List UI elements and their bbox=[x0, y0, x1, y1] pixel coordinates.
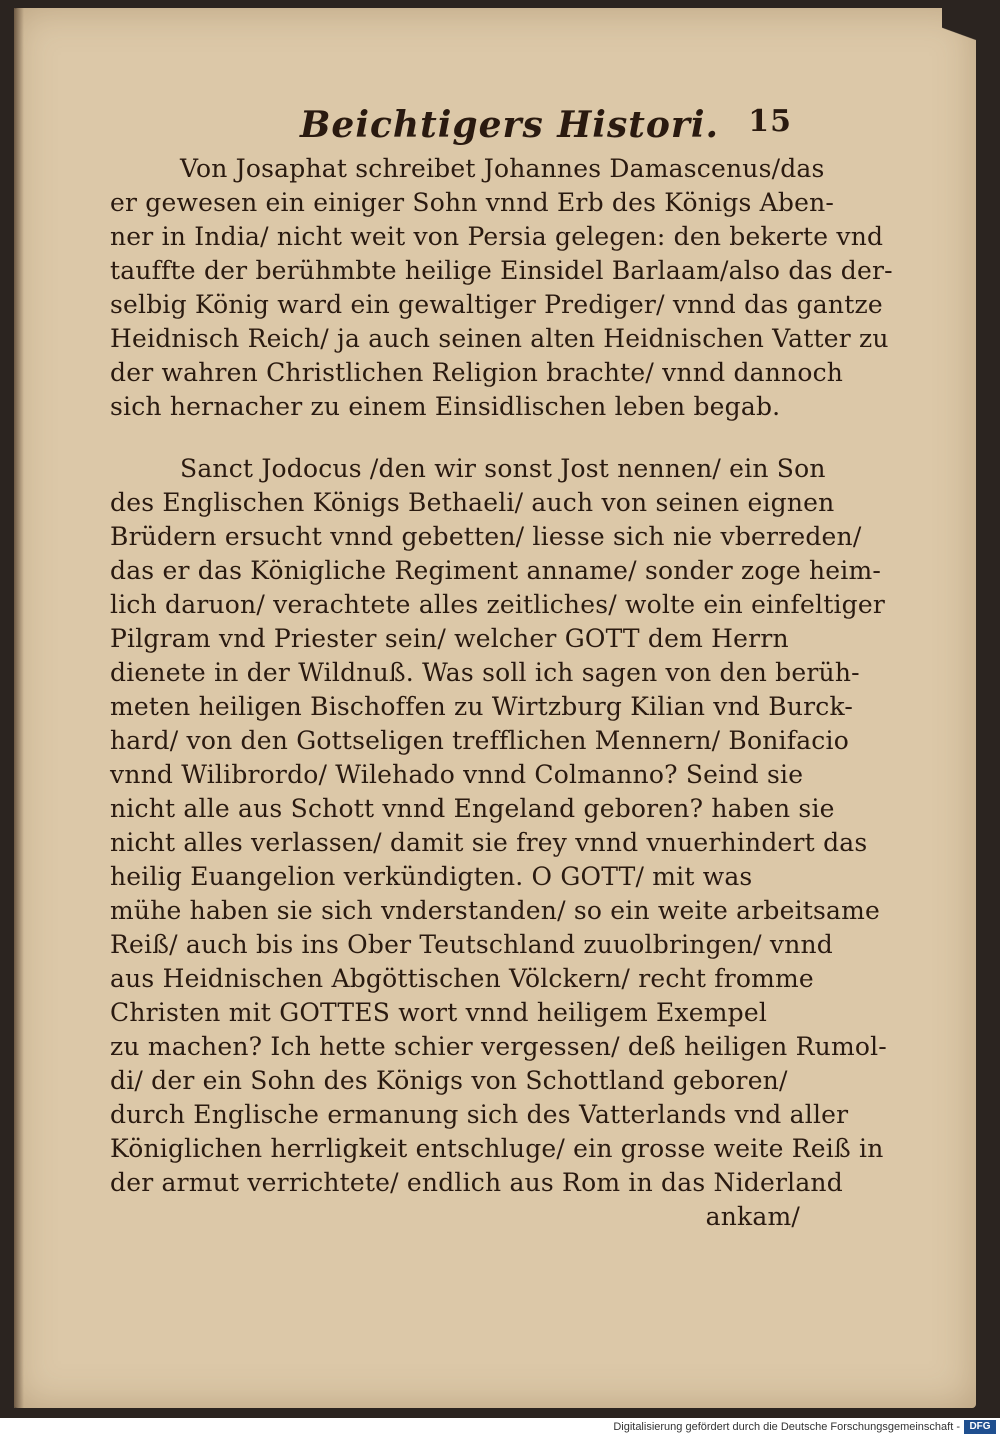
text-line-catchword: ankam/ bbox=[705, 1202, 800, 1231]
text-line: dienete in der Wildnuß. Was soll ich sagen von den berüh- bbox=[110, 658, 860, 687]
text-line: des Englischen Königs Bethaeli/ auch von seinen eignen bbox=[110, 488, 835, 517]
text-line: Christen mit GOTTES wort vnnd heiligem Exempel bbox=[110, 998, 768, 1027]
text-line: Von Josaphat schreibet Johannes Damascenus/das bbox=[180, 154, 825, 183]
page-gutter-shadow bbox=[14, 8, 24, 1408]
running-title: Beichtigers Histori. bbox=[300, 104, 720, 146]
text-line: Sanct Jodocus /den wir sonst Jost nennen/ ein Son bbox=[180, 454, 826, 483]
text-line: heilig Euangelion verkündigten. O GOTT/ mit was bbox=[110, 862, 753, 891]
text-line: der armut verrichtete/ endlich aus Rom in das Niderland bbox=[110, 1168, 843, 1197]
paragraph-josaphat bbox=[110, 152, 893, 424]
text-line: selbig König ward ein gewaltiger Prediger/ vnnd das gantze bbox=[110, 290, 883, 319]
text-line: zu machen? Ich hette schier vergessen/ deß heiligen Rumol- bbox=[110, 1032, 887, 1061]
paragraph-jodocus bbox=[110, 452, 887, 1234]
text-line: sich hernacher zu einem Einsidlischen leben begab. bbox=[110, 392, 781, 421]
text-line: nicht alle aus Schott vnnd Engeland geboren? haben sie bbox=[110, 794, 835, 823]
torn-corner bbox=[942, 8, 982, 78]
text-line: das er das Königliche Regiment anname/ sonder zoge heim- bbox=[110, 556, 882, 585]
text-line: Brüdern ersucht vnnd gebetten/ liesse sich nie vberreden/ bbox=[110, 522, 862, 551]
text-line: Königlichen herrligkeit entschluge/ ein grosse weite Reiß in bbox=[110, 1134, 884, 1163]
text-line: hard/ von den Gottseligen trefflichen Mennern/ Bonifacio bbox=[110, 726, 849, 755]
text-line: lich daruon/ verachtete alles zeitliches/ wolte ein einfeltiger bbox=[110, 590, 885, 619]
text-line: nicht alles verlassen/ damit sie frey vnnd vnuerhindert das bbox=[110, 828, 868, 857]
funding-credit: Digitalisierung gefördert durch die Deutsche Forschungsgemeinschaft - bbox=[613, 1421, 960, 1433]
running-header bbox=[300, 100, 820, 156]
text-line: vnnd Wilibrordo/ Wilehado vnnd Colmanno? Seind sie bbox=[110, 760, 804, 789]
text-line: mühe haben sie sich vnderstanden/ so ein weite arbeitsame bbox=[110, 896, 881, 925]
text-line: aus Heidnischen Abgöttischen Völckern/ recht fromme bbox=[110, 964, 814, 993]
text-line: er gewesen ein einiger Sohn vnnd Erb des Königs Aben- bbox=[110, 188, 835, 217]
text-line: Reiß/ auch bis ins Ober Teutschland zuuolbringen/ vnnd bbox=[110, 930, 834, 959]
text-line: ner in India/ nicht weit von Persia gelegen: den bekerte vnd bbox=[110, 222, 884, 251]
text-line: durch Englische ermanung sich des Vatterlands vnd aller bbox=[110, 1100, 849, 1129]
text-line: meten heiligen Bischoffen zu Wirtzburg Kilian vnd Burck- bbox=[110, 692, 854, 721]
text-line: Pilgram vnd Priester sein/ welcher GOTT dem Herrn bbox=[110, 624, 789, 653]
text-line: tauffte der berühmbte heilige Einsidel Barlaam/also das der- bbox=[110, 256, 893, 285]
digitization-footer bbox=[0, 1418, 1000, 1438]
dfg-logo: DFG bbox=[964, 1420, 996, 1434]
text-line: der wahren Christlichen Religion brachte/ vnnd dannoch bbox=[110, 358, 844, 387]
page-number: 15 bbox=[748, 104, 792, 139]
text-line: di/ der ein Sohn des Königs von Schottland geboren/ bbox=[110, 1066, 788, 1095]
text-line: Heidnisch Reich/ ja auch seinen alten Heidnischen Vatter zu bbox=[110, 324, 889, 353]
